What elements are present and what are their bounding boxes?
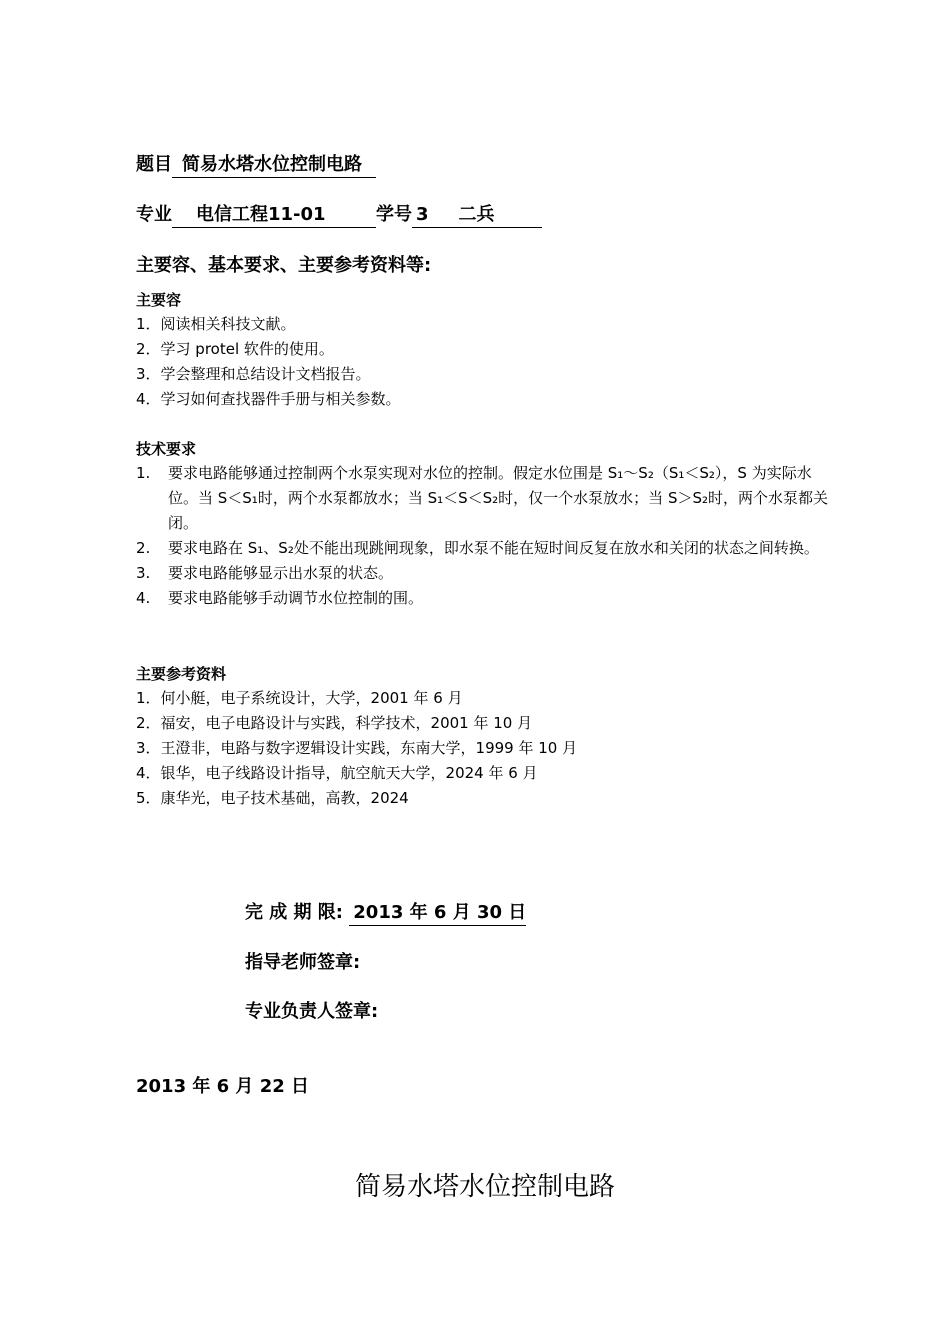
list-item bbox=[136, 536, 838, 561]
refs-heading: 主要参考资料 bbox=[136, 665, 227, 683]
list-item bbox=[136, 586, 838, 611]
topic-value: 简易水塔水位控制电路 bbox=[172, 150, 376, 178]
deadline-value: 2013 年 6 月 30 日 bbox=[349, 898, 526, 926]
list-item: 1．阅读相关科技文献。 bbox=[136, 315, 296, 333]
list-item: 3．学会整理和总结设计文档报告。 bbox=[136, 365, 371, 383]
tech-heading: 技术要求 bbox=[136, 440, 197, 458]
list-item bbox=[136, 561, 838, 586]
student-name: 二兵 bbox=[458, 204, 495, 225]
tech-list bbox=[136, 461, 838, 611]
item-number: 4. bbox=[136, 589, 151, 607]
content-heading: 主要容 bbox=[136, 291, 182, 309]
issue-date: 2013 年 6 月 22 日 bbox=[136, 1076, 310, 1097]
student-no-label: 学号 bbox=[376, 204, 412, 225]
refs-list bbox=[136, 686, 577, 811]
item-text: 要求电路能够通过控制两个水泵实现对水位的控制。假定水位围是 S₁～S₂（S₁＜S₂），S 为实际水位。当 S＜S₁时，两个水泵都放水；当 S₁＜S＜S₂时，仅一个水泵放水；当 S＞S₂时，两个水泵都关闭。 bbox=[168, 464, 829, 532]
list-item: 4．学习如何查找器件手册与相关参数。 bbox=[136, 390, 401, 408]
list-item: 4．银华，电子线路设计指导，航空航天大学，2024 年 6 月 bbox=[136, 764, 538, 782]
list-item: 5．康华光，电子技术基础，高教，2024 bbox=[136, 789, 409, 807]
item-text: 要求电路在 S₁、S₂处不能出现跳闸现象，即水泵不能在短时间反复在放水和关闭的状态之间转换。 bbox=[168, 539, 819, 557]
list-item: 1．何小艇，电子系统设计，大学，2001 年 6 月 bbox=[136, 689, 463, 707]
head-signature-label: 专业负责人签章: bbox=[245, 1001, 379, 1022]
major-label: 专业 bbox=[136, 204, 172, 225]
item-number: 3. bbox=[136, 564, 151, 582]
advisor-signature-label: 指导老师签章: bbox=[245, 952, 361, 973]
deadline-line bbox=[245, 898, 526, 926]
list-item: 2．福安，电子电路设计与实践，科学技术，2001 年 10 月 bbox=[136, 714, 533, 732]
deadline-label: 完 成 期 限: bbox=[245, 902, 343, 923]
summary-heading: 主要容、基本要求、主要参考资料等: bbox=[136, 255, 432, 276]
major-line bbox=[136, 200, 542, 228]
content-list bbox=[136, 312, 401, 412]
item-text: 要求电路能够显示出水泵的状态。 bbox=[168, 564, 394, 582]
major-value: 电信工程11-01 bbox=[172, 200, 376, 228]
item-number: 2. bbox=[136, 539, 151, 557]
topic-label: 题目 bbox=[136, 154, 172, 175]
list-item: 2．学习 protel 软件的使用。 bbox=[136, 340, 334, 358]
list-item bbox=[136, 461, 838, 536]
item-text: 要求电路能够手动调节水位控制的围。 bbox=[168, 589, 424, 607]
document-title: 简易水塔水位控制电路 bbox=[354, 1172, 615, 1202]
student-no-value: 3 bbox=[416, 204, 429, 225]
item-number: 1. bbox=[136, 464, 151, 482]
topic-line bbox=[136, 150, 376, 178]
list-item: 3．王澄非，电路与数字逻辑设计实践，东南大学，1999 年 10 月 bbox=[136, 739, 578, 757]
